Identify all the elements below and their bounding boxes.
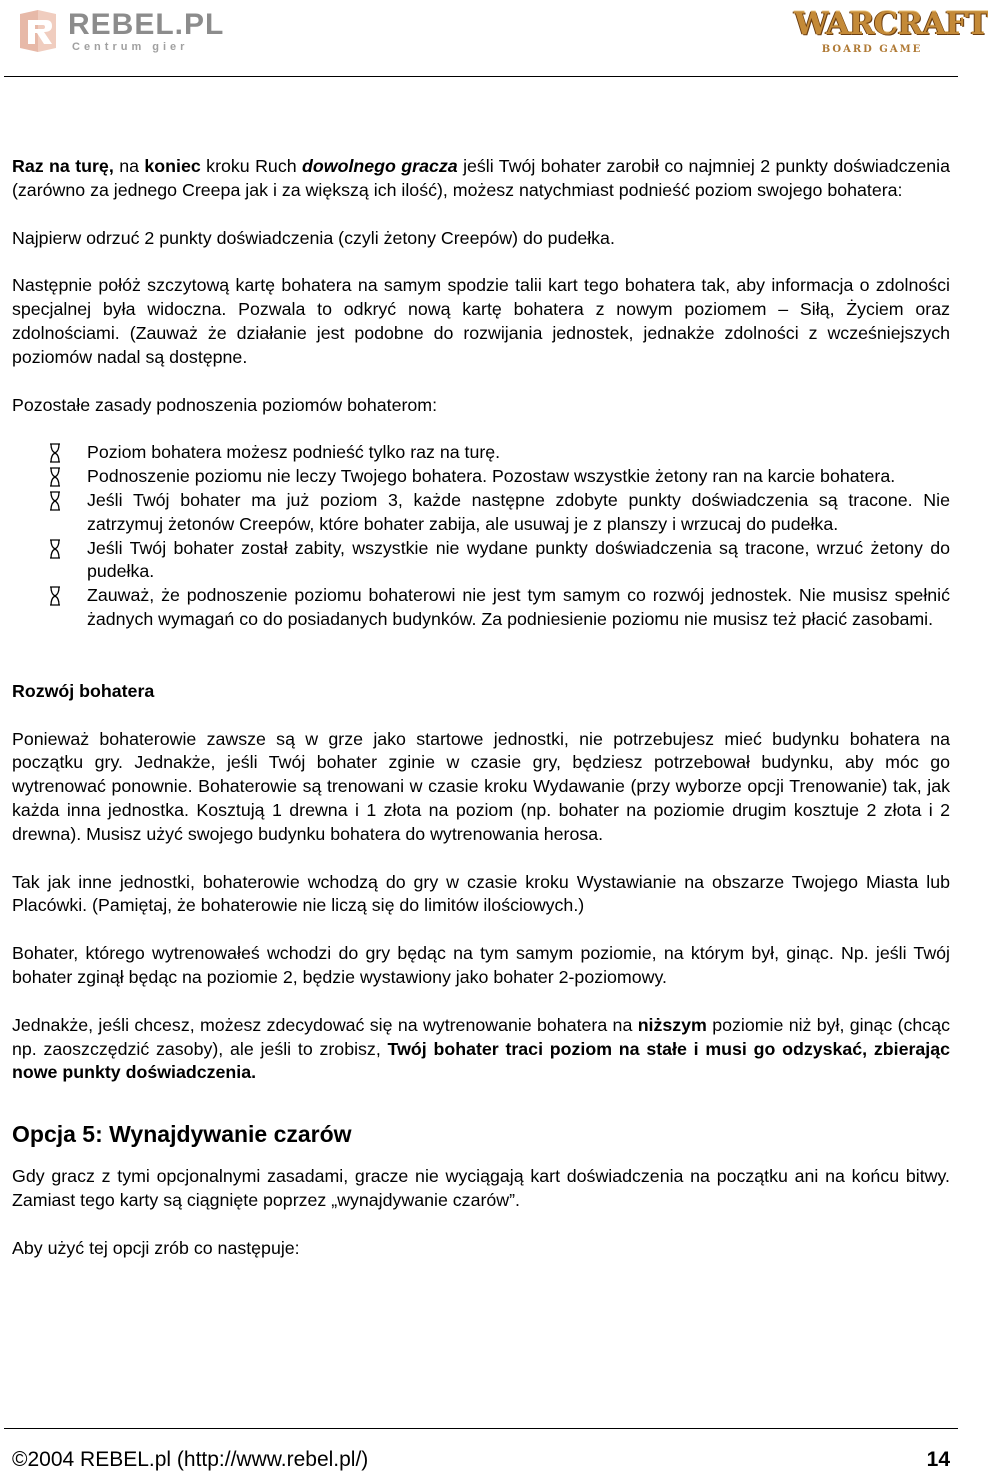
paragraph-discard-xp: Najpierw odrzuć 2 punkty doświadczenia (czyli żetony Creepów) do pudełka. <box>12 227 615 248</box>
bold-text: Twój bohater traci poziom na stałe i musi go odzyskać, zbierając nowe punkty doświadczenia. <box>12 1038 950 1083</box>
list-item <box>12 489 950 537</box>
paragraph-hero-training: Ponieważ bohaterowie zawsze są w grze jako startowe jednostki, nie potrzebujesz mieć budynku bohatera na początku gry. Jednakże, jeśli Twój bohater zginie w czasie gry, będziesz potrzebował budynku, aby móc go wytrenować ponownie. Bohaterowie są trenowani w czasie kroku Wydawanie (przy wyborze opcji Trenowanie) tak, jak każda inna jednostka. Kosztują 1 drewna i 1 złota na poziom (np. bohater na poziomie drugim kosztuje 2 złota i 2 drewna). Musisz użyć swojego budynku bohatera do wytrenowania herosa. <box>12 728 950 844</box>
bold-text: koniec <box>144 156 201 176</box>
hourglass-bullet-icon <box>48 539 62 559</box>
section-heading: Rozwój bohatera <box>12 680 155 701</box>
paragraph-other-rules: Pozostałe zasady podnoszenia poziomów bohaterom: <box>12 394 438 415</box>
header-divider <box>4 76 958 77</box>
rebel-logo-icon <box>16 8 60 54</box>
hourglass-bullet-icon <box>48 586 62 606</box>
list-item <box>12 584 950 632</box>
list-item-text: Poziom bohatera możesz podnieść tylko raz na turę. <box>87 442 501 463</box>
footer-divider <box>4 1428 958 1429</box>
bold-text: niższym <box>637 1014 707 1035</box>
page-content <box>12 155 950 1261</box>
list-item <box>12 465 950 489</box>
warcraft-logo <box>794 4 988 64</box>
hourglass-bullet-icon <box>48 491 62 511</box>
bold-text: Raz na turę, <box>12 156 114 176</box>
page-number: 14 <box>926 1448 950 1471</box>
paragraph-how-to-use: Aby użyć tej opcji zrób co następuje: <box>12 1237 300 1258</box>
hourglass-bullet-icon <box>48 443 62 463</box>
rebel-logo <box>16 6 225 56</box>
text: na <box>113 156 145 176</box>
text: Jednakże, jeśli chcesz, możesz zdecydować się na wytrenowanie bohatera na <box>12 1014 638 1035</box>
footer-copyright: ©2004 REBEL.pl (http://www.rebel.pl/) <box>12 1448 369 1471</box>
level-up-rules-list <box>12 441 950 631</box>
paragraph-hero-deployment: Tak jak inne jednostki, bohaterowie wchodzą do gry w czasie kroku Wystawianie na obszarze Twojego Miasta lub Placówki. (Pamiętaj, że bohaterowie nie liczą się do limitów ilościowych.) <box>12 871 950 916</box>
warcraft-wordmark: WARCRAFT <box>794 6 988 42</box>
text: jeśli Twój bohater zarobił co najmniej 2 punkty doświadczenia (zarówno za jednego Creepa jak i za większą ich ilość), możesz natychmiast podnieść poziom swojego bohatera: <box>12 156 950 200</box>
list-item-text: Jeśli Twój bohater ma już poziom 3, każde następne zdobyte punkty doświadczenia są tracone. Nie zatrzymuj żetonów Creepów, które bohater zabija, ale usuwaj je z planszy i wrzucaj do pudełka. <box>87 489 950 534</box>
paragraph-spell-research: Gdy gracz z tymi opcjonalnymi zasadami, gracze nie wyciągają kart doświadczenia na początku ani na końcu bitwy. Zamiast tego karty są ciągnięte poprzez „wynajdywanie czarów”. <box>12 1166 950 1210</box>
paragraph-hero-level-on-return: Bohater, którego wytrenowałeś wchodzi do gry będąc na tym samym poziomie, na którym był, ginąc. Np. jeśli Twój bohater zginął będąc na poziomie 2, będzie wystawiony jako bohater 2-poziomowy. <box>12 943 950 987</box>
text: kroku Ruch <box>200 156 303 176</box>
paragraph-lower-level-option <box>12 1014 950 1085</box>
list-item <box>12 441 950 465</box>
rebel-wordmark: REBEL.PL <box>68 8 225 41</box>
paragraph-level-up-intro <box>12 155 950 203</box>
rebel-subtitle: Centrum gier <box>72 41 189 53</box>
list-item-text: Zauważ, że podnoszenie poziomu bohaterowi nie jest tym samym co rozwój jednostek. Nie musisz spełnić żadnych wymagań co do posiadanych budynków. Za podniesienie poziomu nie musisz też płacić zasobami. <box>87 585 950 629</box>
text: poziomie niż był, ginąc (chcąc np. zaoszczędzić zasoby), ale jeśli to zrobisz, <box>12 1014 950 1059</box>
list-item-text: Jeśli Twój bohater został zabity, wszystkie nie wydane punkty doświadczenia są tracone, wrzuć żetony do pudełka. <box>87 537 950 582</box>
list-item <box>12 537 950 585</box>
warcraft-subtitle: BOARD GAME <box>821 44 923 55</box>
bold-italic-text: dowolnego gracza <box>302 156 458 176</box>
list-item-text: Podnoszenie poziomu nie leczy Twojego bohatera. Pozostaw wszystkie żetony ran na karcie bohatera. <box>87 466 896 487</box>
option-heading: Opcja 5: Wynajdywanie czarów <box>12 1121 352 1148</box>
page-header <box>0 0 988 78</box>
paragraph-hero-card: Następnie połóż szczytową kartę bohatera na samym spodzie talii kart tego bohatera tak, aby informacja o zdolności specjalnej była widoczna. Pozwala to odkryć nową kartę bohatera z nowym poziomem – Siłą, Życiem oraz zdolnościami. (Zauważ że działanie jest podobne do rozwijania jednostek, jednakże zdolności z wcześniejszych poziomów nadal są dostępne. <box>12 275 950 367</box>
hourglass-bullet-icon <box>48 467 62 487</box>
